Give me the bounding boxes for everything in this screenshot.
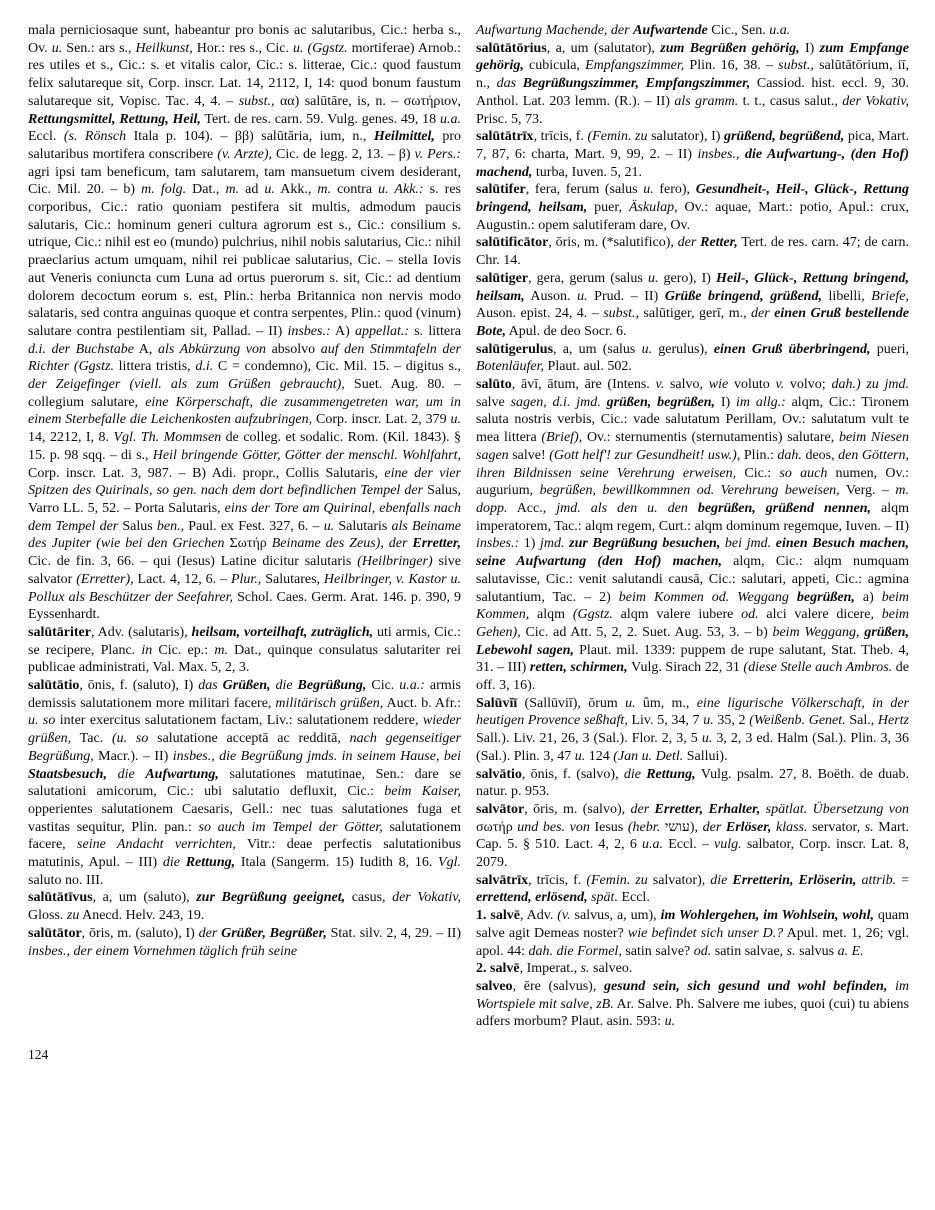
- dictionary-entry: salūtāriter, Adv. (salutaris), heilsam, vorteilhaft, zuträglich, uti armis, Cic.: se recipere, Planc. in Cic. ep.: m. Dat., quinque consulatus salutariter rei publicae administrati, Val. Max. 5, 2, 3.: [28, 624, 461, 676]
- dictionary-entry: salūtātīvus, a, um (saluto), zur Begrüßung geeignet, casus, der Vokativ, Gloss. zu Anecd. Helv. 243, 19.: [28, 890, 461, 924]
- dictionary-entry: salūto, āvī, ātum, āre (Intens. v. salvo, wie voluto v. volvo; dah.) zu jmd. salve sagen, d.i. jmd. grüßen, begrüßen, I) im allg.: alqm, Cic.: Tironem saluta nostris verbis, Cic.: vade salutatum Perillam, Ov.: salutatum vult te mea littera (Brief), Ov.: sternumentis (sternutamentis) salutare, beim Niesen sagen salve! (Gott helf'! zur Gesundheit! usw.), Plin.: dah. deos, den Göttern, ihren Bildnissen seine Verehrung erweisen, Cic.: so auch numen, Ov.: augurium, begrüßen, bewillkommnen od. Verehrung beweisen, Verg. – m. dopp. Acc., jmd. als den u. den begrüßen, grüßend nennen, alqm imperatorem, Tac.: alqm regem, Curt.: alqm dominum regemque, Iuven. – II) insbes.: 1) jmd. zur Begrüßung besuchen, bei jmd. einen Besuch machen, seine Aufwartung (den Hof) machen, alqm, Cic.: alqm numquam salutavisse, Cic.: venit salutandi causā, Cic.: salutari, appeti, Cic.: agmina salutantium, Tac. – 2) beim Kommen od. Weggang begrüßen, a) beim Kommen, alqm (Ggstz. alqm valere iubere od. alci valere dicere, beim Gehen), Cic. ad Att. 5, 2, 2. Suet. Aug. 53, 3. – b) beim Weggang, grüßen, Lebewohl sagen, Plaut. mil. 1339: puppem de rupe salutant, Stat. Theb. 4, 31. – III) retten, schirmen, Vulg. Sirach 22, 31 (diese Stelle auch Ambros. de off. 3, 16).: [476, 377, 910, 694]
- dictionary-entry: salvātrīx, trīcis, f. (Femin. zu salvator), die Erretterin, Erlöserin, attrib. = errettend, erlösend, spät. Eccl.: [476, 872, 910, 906]
- dictionary-entry: salūtātio, ōnis, f. (saluto), I) das Grüßen, die Begrüßung, Cic. u.a.: armis demissis salutationem more militari facere, militärisch grüßen, Auct. b. Afr.: u. so inter exercitus salutationem factam, Liv.: salutationem reddere, wieder grüßen, Tac. (u. so salutatione acceptā ac redditā, nach gegenseitiger Begrüßung, Macr.). – II) insbes., die Begrüßung jmds. in seinem Hause, bei Staatsbesuch, die Aufwartung, salutationes matutinae, Sen.: dare se salutationi amicorum, Cic.: ubi salutatio defluxit, Cic.: beim Kaiser, opperientes salutationem Caesaris, Gell.: nec tuas salutationes fuga et vastitas sequitur, Plin. pan.: so auch im Tempel der Götter, salutationem facere, seine Andacht verrichten, Vitr.: deae perfectis salutationibus matutinis, Apul. – III) die Rettung, Itala (Sangerm. 15) Iudith 8, 16. Vgl. saluto no. III.: [28, 678, 462, 888]
- dictionary-entry: 1. salvē, Adv. (v. salvus, a, um), im Wohlergehen, im Wohlsein, wohl, quam salve agit Demeas noster? wie befindet sich unser D.? Apul. met. 1, 26; vgl. apol. 44: dah. die Formel, satin salve? od. satin salvae, s. salvus a. E.: [476, 908, 910, 959]
- dictionary-entry: salūtifer, fera, ferum (salus u. fero), Gesundheit-, Heil-, Glück-, Rettung bringend, heilsam, puer, Äskulap, Ov.: aquae, Mart.: potio, Apul.: crux, Augustin.: opem salutiferam dare, Ov.: [476, 182, 910, 233]
- dictionary-entry: salūtificātor, ōris, m. (*salutifico), der Retter, Tert. de res. carn. 47; de carn. Chr. 14.: [476, 235, 909, 269]
- dictionary-entry: Salūvĭī (Sallūviī), ōrum u. ûm, m., eine ligurische Völkerschaft, in der heutigen Provence seßhaft, Liv. 5, 34, 7 u. 35, 2 (Weißenb. Genet. Sal., Hertz Sall.). Liv. 21, 26, 3 (Sal.). Flor. 2, 3, 5 u. 3, 2, 3 ed. Halm (Sal.). Plin. 3, 36 (Sal.). Plin. 3, 47 u. 124 (Jan u. Detl. Sallui).: [476, 695, 910, 764]
- dictionary-entry: salūtātor, ōris, m. (saluto), I) der Grüßer, Begrüßer, Stat. silv. 2, 4, 29. – II) insbes., der einem Vornehmen täglich früh seine: [28, 925, 461, 959]
- two-column-text: [28, 22, 909, 1031]
- dictionary-entry: salveo, ēre (salvus), gesund sein, sich gesund und wohl befinden, im Wortspiele mit salve, zB. Ar. Salve. Ph. Salvere me iubes, quoi (cui) tu abiens adfers morbum? Plaut. asin. 593: u.: [476, 978, 909, 1030]
- column-left: [28, 22, 461, 1031]
- dictionary-entry: mala perniciosaque sunt, habeantur pro bonis ac salutaribus, Cic.: herba s., Ov. u. Sen.: ars s., Heilkunst, Hor.: res s., Cic. u. (Ggstz. mortiferae) Arnob.: res utiles et s., Cic.: s. et vitalis calor, Cic.: s. litterae, Cic.: quod faustum felix salutareque sit, Corp. inscr. Lat. 14, 2112, I, 14: quod bonum faustum salutareque sit, Vopisc. Tac. 4, 4. – subst., αα) salūtāre, is, n. – σωτήριον, Rettungsmittel, Rettung, Heil, Tert. de res. carn. 59. Vulg. genes. 49, 18 u.a. Eccl. (s. Rönsch Itala p. 104). – ββ) salūtāria, ium, n., Heilmittel, pro salutaribus mortifera conscribere (v. Arzte), Cic. de legg. 2, 13. – β) v. Pers.: agri ipsi tam beneficum, tam salutarem, tam mansuetum civem desiderant, Cic. Mil. 20. – b) m. folg. Dat., m. ad u. Akk., m. contra u. Akk.: s. res corporibus, Cic.: ratio quoniam pestifera sit multis, admodum paucis salutaris, Cic.: hominum generi cultura agrorum est s., Cic.: consilium s. utrique, Cic.: nihil est eo (mundo) pulchrius, nihil nobis salutarius, Cic.: nihil praeclarius actum umquam, nihil rei publicae salutarius, Cic. – stella Iovis aut Veneris coniuncta cum Luna ad ortus puerorum s. sit, Cic.: ad dentium dolorem decoctum eorum s. est, Plin.: herba Britannica non nervis modo salataris, sed contra anguinas quoque et contra serpentes, Plin.: quod (vinum) salutare contra pestilentiam sit, Pallad. – II) insbes.: A) appellat.: s. littera d.i. der Buchstabe A, als Abkürzung von absolvo auf den Stimmtafeln der Richter (Ggstz. littera tristis, d.i. C = condemno), Cic. Mil. 15. – digitus s., der Zeigefinger (viell. als zum Grüßen gebraucht), Suet. Aug. 80. – collegium salutare, eine Körperschaft, die zusammengetreten war, um in einem Sterbefalle die Leichenkosten aufzubringen, Corp. inscr. Lat. 2, 379 u. 14, 2212, I, 8. Vgl. Th. Mommsen de colleg. et sodalic. Rom. (Kil. 1843). § 15. p. 98 sqq. – di s., Heil bringende Götter, Götter der menschl. Wohlfahrt, Corp. inscr. Lat. 3, 987. – B) Adi. propr., Collis Salutaris, eine der vier Spitzen des Quirinals, so gen. nach dem dort befindlichen Tempel der Salus, Varro LL. 5, 52. – Porta Salutaris, eins der Tore am Quirinal, ebenfalls nach dem Tempel der Salus ben., Paul. ex Fest. 327, 6. – u. Salutaris als Beiname des Jupiter (wie bei den Griechen Σωτήρ Beiname des Zeus), der Erretter, Cic. de fin. 3, 66. – qui (Iesus) Latine dicitur salutaris (Heilbringer) sive salvator (Erretter), Lact. 4, 12, 6. – Plur., Salutares, Heilbringer, v. Kastor u. Pollux als Beschützer der Seefahrer, Schol. Caes. Germ. Arat. 146. p. 390, 9 Eyssenhardt.: [28, 23, 462, 623]
- column-right: [476, 22, 909, 1031]
- dictionary-entry: salūtātrīx, trīcis, f. (Femin. zu salutator), I) grüßend, begrüßend, pica, Mart. 7, 87, 6: charta, Mart. 9, 99, 2. – II) insbes., die Aufwartung-, (den Hof) machend, turba, Iuven. 5, 21.: [476, 129, 909, 180]
- dictionary-entry: Aufwartung Machende, der Aufwartende Cic., Sen. u.a.: [476, 23, 791, 38]
- page-number: 124: [28, 1047, 49, 1063]
- dictionary-entry: salvātio, ōnis, f. (salvo), die Rettung, Vulg. psalm. 27, 8. Boëth. de duab. natur. p. 953.: [476, 766, 909, 800]
- dictionary-entry: salvātor, ōris, m. (salvo), der Erretter, Erhalter, spätlat. Übersetzung von σωτήρ und bes. von Iesus (hebr. עושי), der Erlöser, klass. servator, s. Mart. Cap. 5. § 510. Lact. 4, 2, 6 u.a. Eccl. – vulg. salbator, Corp. inscr. Lat. 8, 2079.: [476, 801, 910, 871]
- dictionary-entry: salūtigerulus, a, um (salus u. gerulus), einen Gruß überbringend, pueri, Botenläufer, Plaut. aul. 502.: [476, 341, 909, 375]
- dictionary-entry: 2. salvē, Imperat., s. salveo.: [476, 961, 633, 977]
- dictionary-entry: salūtiger, gera, gerum (salus u. gero), I) Heil-, Glück-, Rettung bringend, heilsam, Auson. u. Prud. – II) Grüße bringend, grüßend, libelli, Briefe, Auson. epist. 24, 4. – subst., salūtiger, gerī, m., der einen Gruß bestellende Bote, Apul. de deo Socr. 6.: [476, 270, 910, 339]
- dictionary-entry: salūtātōrius, a, um (salutator), zum Begrüßen gehörig, I) zum Empfange gehörig, cubicula, Empfangszimmer, Plin. 16, 38. – subst., salūtātōrium, iī, n., das Begrüßungszimmer, Empfangszimmer, Cassiod. hist. eccl. 9, 30. Anthol. Lat. 203 lemm. (R.). – II) als gramm. t. t., casus salut., der Vokativ, Prisc. 5, 73.: [476, 40, 910, 127]
